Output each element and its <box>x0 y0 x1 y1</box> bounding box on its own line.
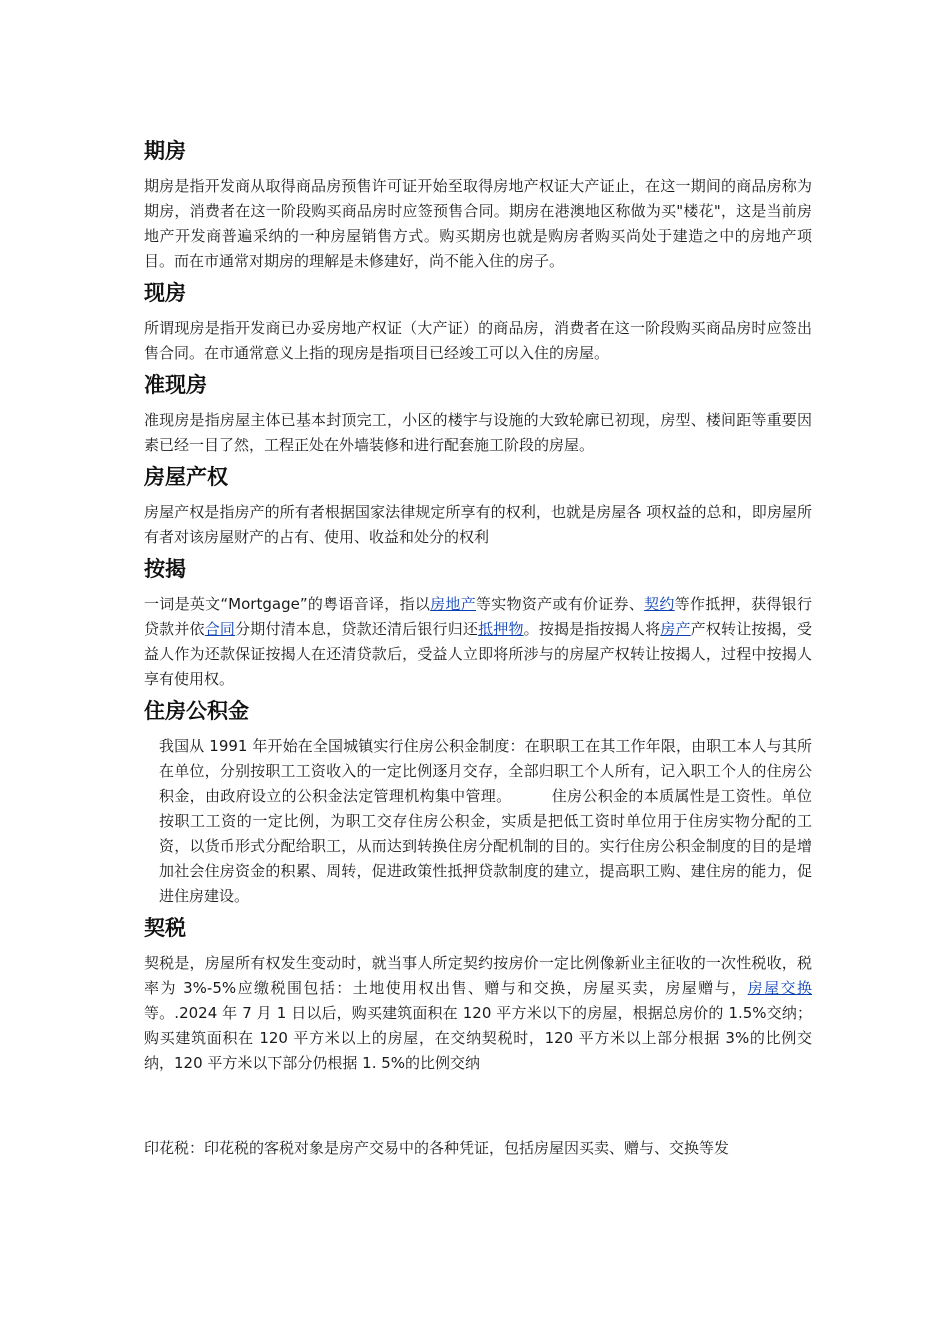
heading-gongjijin: 住房公积金 <box>144 699 249 723</box>
paragraph-xianfang: 所谓现房是指开发商已办妥房地产权证（大产证）的商品房，消费者在这一阶段购买商品房时应签出售合同。在市通常意义上指的现房是指项目已经竣工可以入住的房屋。 <box>144 319 812 362</box>
section-qishui <box>144 913 812 1076</box>
paragraph-gap <box>144 1080 812 1128</box>
section-chanquan <box>144 462 812 550</box>
heading-chanquan: 房屋产权 <box>144 465 228 489</box>
paragraph-chanquan: 房屋产权是指房产的所有者根据国家法律规定所享有的权利，也就是房屋各 项权益的总和，即房屋所有者对该房屋财产的占有、使用、收益和处分的权利 <box>144 503 812 546</box>
heading-qifang: 期房 <box>144 139 186 163</box>
qishui-text-2: 等。.2024 年 7 月 1 日以后，购买建筑面积在 120 平方米以下的房屋，根据总房价的 1.5%交纳；购买建筑面积在 120 平方米以上的房屋，在交纳契税时，120 平方米以上部分根据 3%的比例交纳，120 平方米以下部分仍根据 1. 5%的比例交纳 <box>144 1004 812 1072</box>
anjie-text-5: 。按揭是指按揭人将 <box>523 620 661 638</box>
link-fangchan[interactable]: 房产 <box>660 620 691 638</box>
paragraph-qishui <box>144 951 812 1076</box>
anjie-text-4: 分期付清本息，贷款还清后银行归还 <box>235 620 479 638</box>
anjie-text-6: 产权转让按揭，受益人作为还款保证按揭人在还清贷款后，受益人立即将所涉与的房屋产权转让按揭人，过程中按揭人享有使用权。 <box>144 620 812 688</box>
link-diyawu[interactable]: 抵押物 <box>478 620 524 638</box>
gongjijin-text-1: 我国从 1991 年开始在全国城镇实行住房公积金制度：在职职工在其工作年限，由职工本人与其所在单位，分别按职工工资收入的一定比例逐月交存，全部归职工个人所有，记入职工个人的住房公积金，由政府设立的公积金法定管理机构集中管理。 <box>159 737 812 805</box>
heading-xianfang: 现房 <box>144 281 186 305</box>
link-fangdichan[interactable]: 房地产 <box>430 595 476 613</box>
heading-qishui: 契税 <box>144 916 186 940</box>
section-xianfang <box>144 278 812 366</box>
link-hetong[interactable]: 合同 <box>204 620 236 638</box>
qishui-text-1: 契税是，房屋所有权发生变动时，就当事人所定契约按房价一定比例像新业主征收的一次性税收，税率为 3%-5%应缴税围包括：土地使用权出售、赠与和交换，房屋买卖，房屋赠与， <box>144 954 812 997</box>
paragraph-zhunxianfang: 准现房是指房屋主体已基本封顶完工，小区的楼宇与设施的大致轮廓已初现，房型、楼间距等重要因素已经一目了然，工程正处在外墙装修和进行配套施工阶段的房屋。 <box>144 411 812 454</box>
paragraph-anjie <box>144 592 812 692</box>
link-qiyue[interactable]: 契约 <box>644 595 675 613</box>
heading-zhunxianfang: 准现房 <box>144 373 207 397</box>
anjie-text-1: 一词是英文“Mortgage”的粤语音译，指以 <box>144 595 431 613</box>
section-gongjijin <box>144 696 812 909</box>
section-qifang <box>144 136 812 274</box>
anjie-text-3: 等作抵押，获得银行贷款并依 <box>144 595 812 638</box>
section-anjie <box>144 554 812 692</box>
paragraph-qifang: 期房是指开发商从取得商品房预售许可证开始至取得房地产权证大产证止，在这一期间的商品房称为期房，消费者在这一阶段购买商品房时应签预售合同。期房在港澳地区称做为买"楼花"，这是当前房地产开发商普遍采纳的一种房屋销售方式。购买期房也就是购房者购买尚处于建造之中的房地产项目。而在市通常对期房的理解是未修建好，尚不能入住的房子。 <box>144 177 812 270</box>
gongjijin-text-2: 住房公积金的本质属性是工资性。单位按职工工资的一定比例，为职工交存住房公积金，实质是把低工资时单位用于住房实物分配的工资，以货币形式分配给职工，从而达到转换住房分配机制的目的。实行住房公积金制度的目的是增加社会住房资金的积累、周转，促进政策性抵押贷款制度的建立，提高职工购、建住房的能力，促进住房建设。 <box>159 787 812 905</box>
document-page <box>144 136 812 1165</box>
paragraph-gongjijin <box>144 734 812 909</box>
section-zhunxianfang <box>144 370 812 458</box>
anjie-text-2: 等实物资产或有价证券、 <box>476 595 645 613</box>
paragraph-yinhuashui: 印花税：印花税的客税对象是房产交易中的各种凭证，包括房屋因买卖、赠与、交换等发 <box>144 1139 730 1157</box>
link-fangwujiaohuan[interactable]: 房屋交换 <box>747 979 812 997</box>
heading-anjie: 按揭 <box>144 557 186 581</box>
